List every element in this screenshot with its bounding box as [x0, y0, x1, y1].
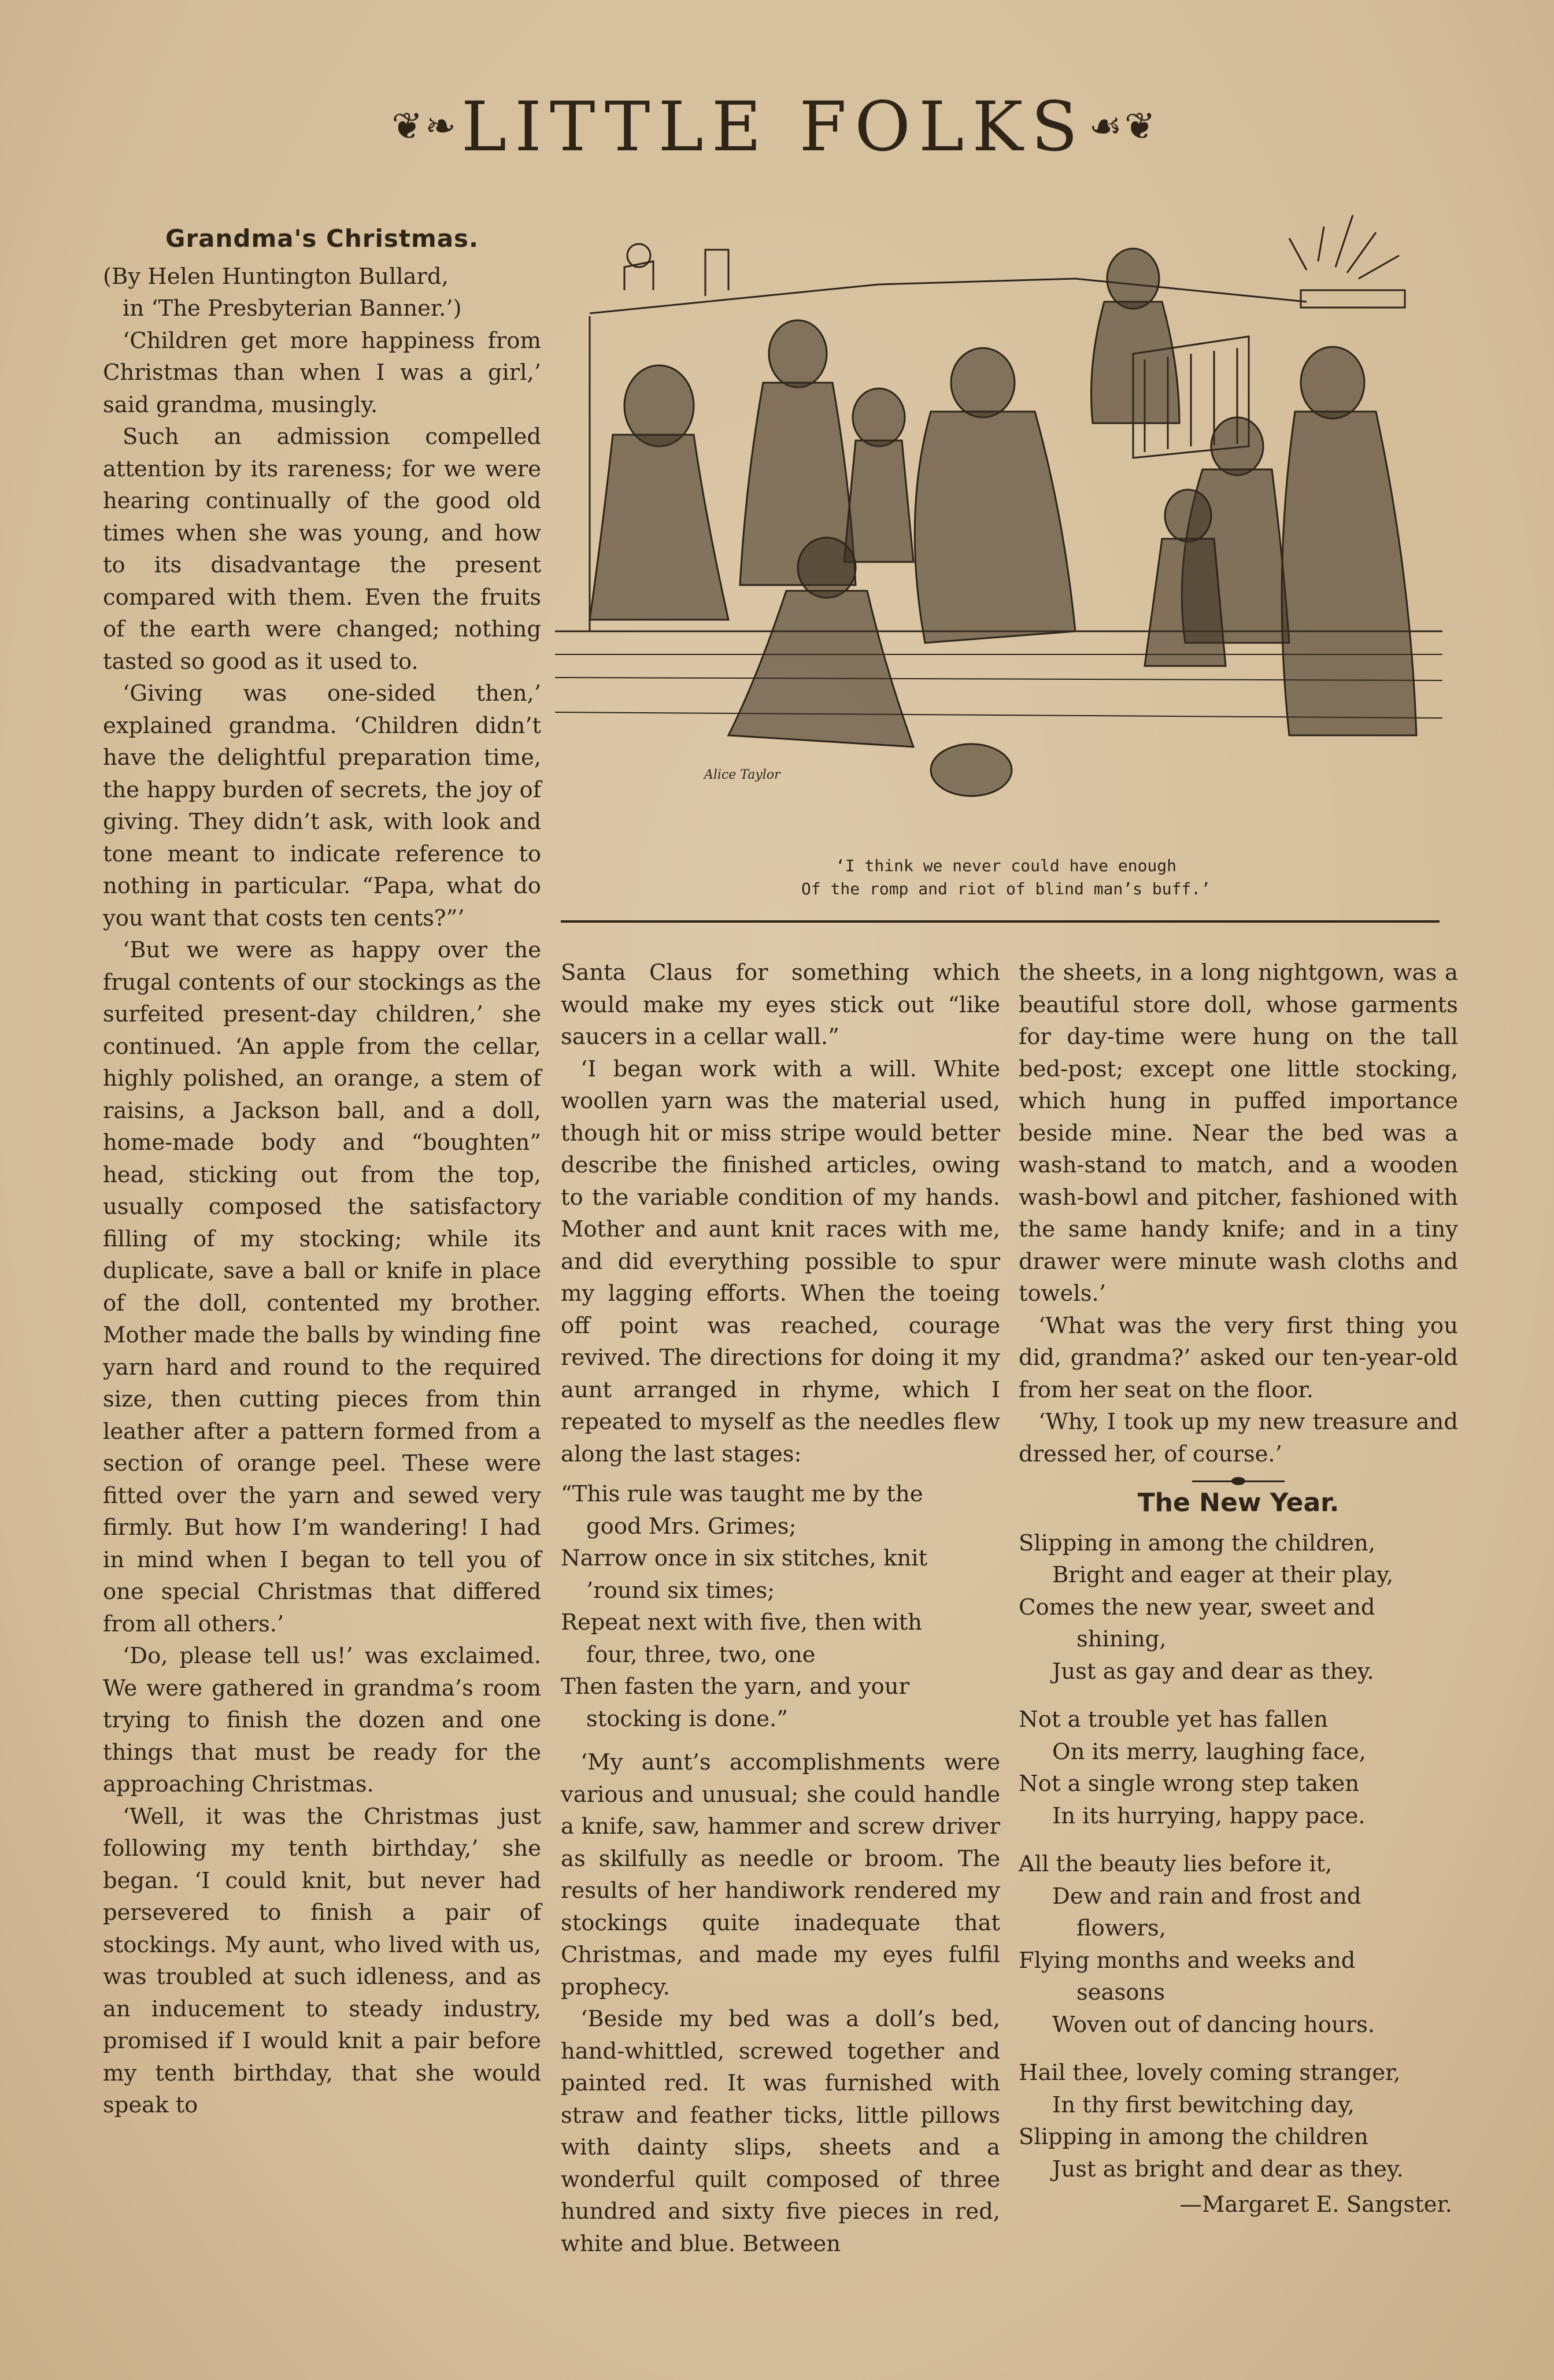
masthead	[324, 87, 1226, 173]
story-paragraph: the sheets, in a long nightgown, was a beautiful store doll, whose garments for day-time were hung on the tall bed-post; except one little stocking, which hung in puffed importance beside mine. Near the bed was a wash-stand to match, and a wooden wash-bowl and pitcher, fashioned with the same handy knife; and in a tiny drawer were minute wash cloths and towels.’	[1019, 960, 1458, 1306]
rhyme-line: stocking is done.”	[586, 1705, 788, 1732]
knitting-rhyme	[561, 1478, 1000, 1735]
column-2	[561, 957, 1000, 2260]
blind-mans-buff-illustration	[555, 215, 1442, 851]
poem-stanza	[1019, 1527, 1458, 1688]
poem-line: shining,	[1076, 1626, 1167, 1652]
poem-line: Just as bright and dear as they.	[1052, 2156, 1404, 2182]
rhyme-line: Repeat next with five, then with	[561, 1609, 922, 1635]
story-paragraph: ‘What was the very first thing you did, grandma?’ asked our ten-year-old from her seat on the floor.	[1019, 1312, 1458, 1403]
poem-line: flowers,	[1076, 1915, 1166, 1941]
story-paragraph: Santa Claus for something which would make my eyes stick out “like saucers in a cellar wall.”	[561, 960, 1000, 1050]
story-paragraph: ‘Well, it was the Christmas just following my tenth birthday,’ she began. ‘I could knit, but never had persevered to finish a pair of stockings. My aunt, who lived with us, was troubled at such idleness, and as an inducement to steady industry, promised if I would knit a pair before my tenth birthday, that she would speak to	[103, 1803, 541, 2118]
poem-line: Not a single wrong step taken	[1019, 1771, 1360, 1797]
poem-line: Bright and eager at their play,	[1052, 1562, 1394, 1588]
rhyme-line: “This rule was taught me by the	[561, 1481, 923, 1507]
poem-stanza	[1019, 1704, 1458, 1832]
story-paragraph: ‘My aunt’s accomplishments were various and unusual; she could handle a knife, saw, hammer and screw driver as skilfully as needle or broom. The results of her handiwork rendered my stockings quite inadequate that Christmas, and made my eyes fulfil prophecy.	[561, 1749, 1000, 2000]
poem-title: The New Year.	[1137, 1488, 1340, 1517]
rhyme-line: four, three, two, one	[586, 1641, 816, 1668]
section-divider	[561, 920, 1440, 923]
column-1	[103, 223, 541, 2122]
poem-line: On its merry, laughing face,	[1052, 1738, 1366, 1765]
poem-line: All the beauty lies before it,	[1019, 1851, 1333, 1877]
poem-line: In thy first bewitching day,	[1052, 2092, 1355, 2118]
story-paragraph: ‘Children get more happiness from Christmas than when I was a girl,’ said grandma, musingly.	[103, 327, 541, 418]
poem-line: Slipping in among the children	[1019, 2124, 1368, 2150]
poem-line: Woven out of dancing hours.	[1052, 2011, 1375, 2038]
story-paragraph: Such an admission compelled attention by its rareness; for we were hearing continually of the good old times when she was young, and how to its disadvantage the present compared with them. Even the fruits of the earth were changed; nothing tasted so good as it used to.	[103, 424, 541, 675]
story-paragraph: ‘Do, please tell us!’ was exclaimed. We were gathered in grandma’s room trying to finish the dozen and one things that must be ready for the approaching Christmas.	[103, 1643, 541, 1797]
rhyme-line: Narrow once in six stitches, knit	[561, 1545, 928, 1571]
rhyme-line: ’round six times;	[586, 1577, 775, 1604]
story-byline-1: (By Helen Huntington Bullard,	[103, 263, 449, 290]
poem-line: Comes the new year, sweet and	[1019, 1594, 1375, 1620]
poem-stanza	[1019, 2057, 1458, 2185]
poem-line: Flying months and weeks and	[1019, 1947, 1356, 1974]
poem-line: Just as gay and dear as they.	[1052, 1658, 1374, 1685]
poem-stanza	[1019, 1848, 1458, 2041]
story-paragraph: ‘Giving was one-sided then,’ explained grandma. ‘Children didn’t have the delightful preparation time, the happy burden of secrets, the joy of giving. They didn’t ask, with look and tone meant to indicate reference to nothing in particular. “Papa, what do you want that costs ten cents?”’	[103, 680, 541, 931]
poem-line: In its hurrying, happy pace.	[1052, 1802, 1366, 1829]
poem-divider	[1192, 1480, 1285, 1482]
caption-line-1: ‘I think we never could have enough	[835, 856, 1176, 875]
right-ornament: ☙❦	[1089, 105, 1158, 148]
poem-line: Slipping in among the children,	[1019, 1530, 1376, 1556]
story-paragraph: ‘But we were as happy over the frugal contents of our stockings as the surfeited present-day children,’ she continued. ‘An apple from the cellar, highly polished, an orange, a stem of raisins, a Jackson ball, and a doll, home-made body and “boughten” head, sticking out from the top, usually composed the satisfactory filling of my stocking; while its duplicate, save a ball or knife in place of the doll, contented my brother. Mother made the balls by winding fine yarn hard and round to the required size, then cutting pieces from thin leather after a pattern formed from a section of orange peel. These were fitted over the yarn and sewed very firmly. But how I’m wandering! I had in mind when I began to tell you of one special Christmas that differed from all others.’	[103, 937, 541, 1637]
left-ornament: ❦❧	[391, 105, 458, 148]
poem-line: Hail thee, lovely coming stranger,	[1019, 2060, 1401, 2086]
story-title: Grandma's Christmas.	[165, 224, 479, 253]
poem-line: Not a trouble yet has fallen	[1019, 1707, 1328, 1733]
story-paragraph: ‘Beside my bed was a doll’s bed, hand-whittled, screwed together and painted red. It was furnished with straw and feather ticks, little pillows with dainty slips, sheets and a wonderful quilt composed of three hundred and sixty five pieces in red, white and blue. Between	[561, 2006, 1000, 2257]
column-3	[1019, 957, 1458, 2221]
rhyme-line: good Mrs. Grimes;	[586, 1513, 797, 1539]
caption-line-2: Of the romp and riot of blind man’s buff.’	[801, 879, 1211, 898]
story-byline-2: in ‘The Presbyterian Banner.’)	[123, 295, 462, 321]
rhyme-line: Then fasten the yarn, and your	[561, 1674, 909, 1700]
poem-author: —Margaret E. Sangster.	[1179, 2192, 1452, 2218]
story-paragraph: ‘I began work with a will. White woollen yarn was the material used, though hit or miss stripe would better describe the finished articles, owing to the variable condition of my hands. Mother and aunt knit races with me, and did everything possible to spur my lagging efforts. When the toeing off point was reached, courage revived. The directions for doing it my aunt arranged in rhyme, which I repeated to myself as the needles flew along the last stages:	[561, 1056, 1000, 1467]
poem-line: seasons	[1076, 1979, 1165, 2005]
page-title: LITTLE FOLKS	[461, 87, 1086, 166]
illustration-caption	[752, 854, 1260, 901]
story-paragraph: ‘Why, I took up my new treasure and dressed her, of course.’	[1019, 1409, 1458, 1467]
illustration-signature: Alice Taylor	[704, 768, 780, 782]
poem-body	[1019, 1527, 1458, 2221]
poem-line: Dew and rain and frost and	[1052, 1883, 1361, 1909]
